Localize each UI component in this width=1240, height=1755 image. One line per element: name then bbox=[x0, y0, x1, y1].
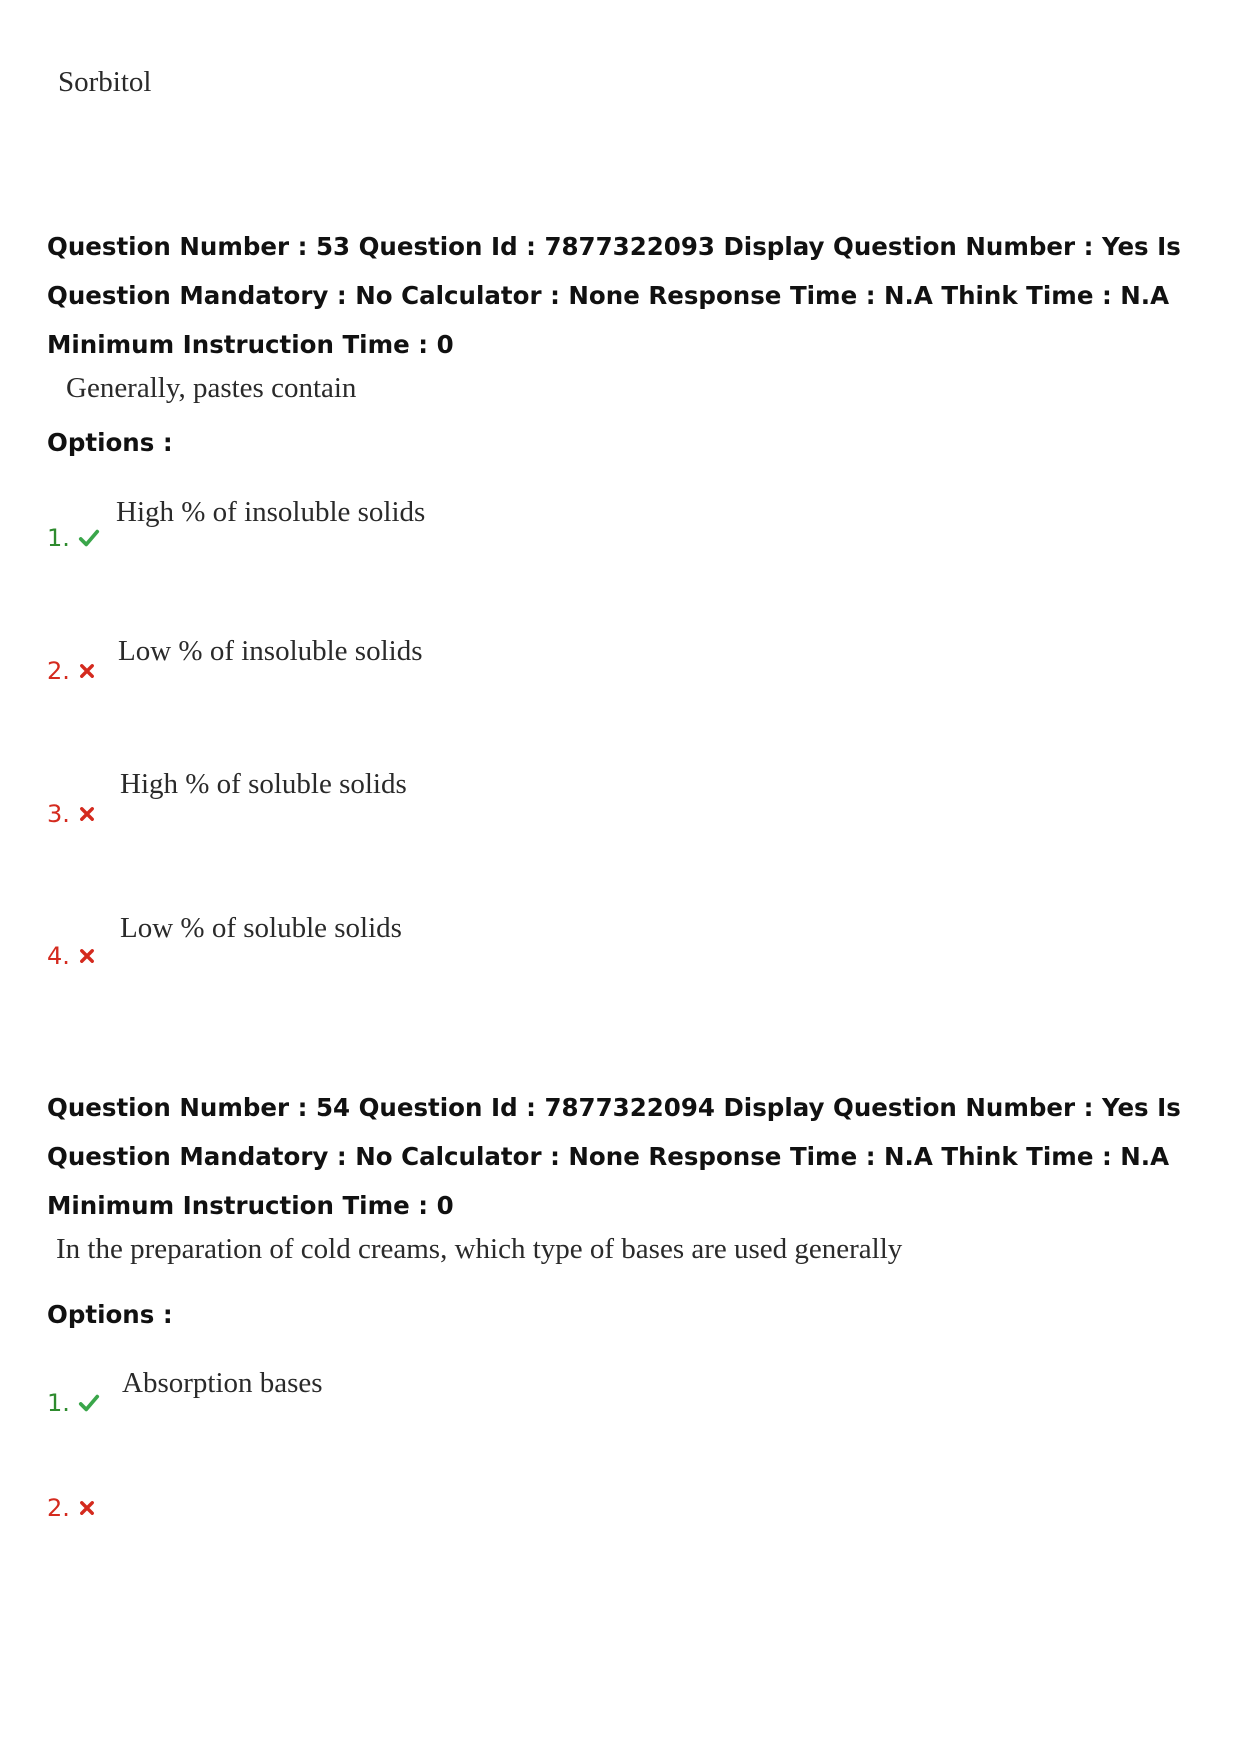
question-53-text: Generally, pastes contain bbox=[66, 372, 357, 404]
q54-option-1-number bbox=[47, 1389, 100, 1417]
q54-option-2-number bbox=[47, 1494, 96, 1522]
q53-option-2-number bbox=[47, 657, 96, 685]
cross-icon bbox=[78, 662, 96, 680]
check-icon bbox=[78, 1392, 100, 1414]
q53-option-1-number bbox=[47, 524, 100, 552]
cross-icon bbox=[78, 1499, 96, 1517]
check-icon bbox=[78, 527, 100, 549]
cross-icon bbox=[78, 947, 96, 965]
q53-option-2-text: Low % of insoluble solids bbox=[118, 635, 423, 667]
q54-option-1-label: 1. bbox=[47, 1389, 70, 1417]
question-54-options-label: Options : bbox=[47, 1300, 173, 1329]
q53-option-1-text: High % of insoluble solids bbox=[116, 496, 426, 528]
q54-option-2-label: 2. bbox=[47, 1494, 70, 1522]
q53-option-4-text: Low % of soluble solids bbox=[120, 912, 402, 944]
question-53-meta: Question Number : 53 Question Id : 7877322093 Display Question Number : Yes Is Question Mandatory : No Calculator : None Response Time : N.A Think Time : N.A Minimum Instruction Time : 0 bbox=[47, 232, 1181, 359]
question-54-meta: Question Number : 54 Question Id : 7877322094 Display Question Number : Yes Is Question Mandatory : No Calculator : None Response Time : N.A Think Time : N.A Minimum Instruction Time : 0 bbox=[47, 1093, 1181, 1220]
q53-option-2-label: 2. bbox=[47, 657, 70, 685]
question-54-text: In the preparation of cold creams, which type of bases are used generally bbox=[56, 1233, 903, 1265]
q53-option-3-label: 3. bbox=[47, 800, 70, 828]
q54-option-1-text: Absorption bases bbox=[122, 1367, 323, 1399]
q53-option-4-number bbox=[47, 942, 96, 970]
previous-option-text: Sorbitol bbox=[58, 66, 152, 98]
question-53-options-label: Options : bbox=[47, 428, 173, 457]
cross-icon bbox=[78, 805, 96, 823]
q53-option-1-label: 1. bbox=[47, 524, 70, 552]
q53-option-3-text: High % of soluble solids bbox=[120, 768, 407, 800]
q53-option-3-number bbox=[47, 800, 96, 828]
q53-option-4-label: 4. bbox=[47, 942, 70, 970]
